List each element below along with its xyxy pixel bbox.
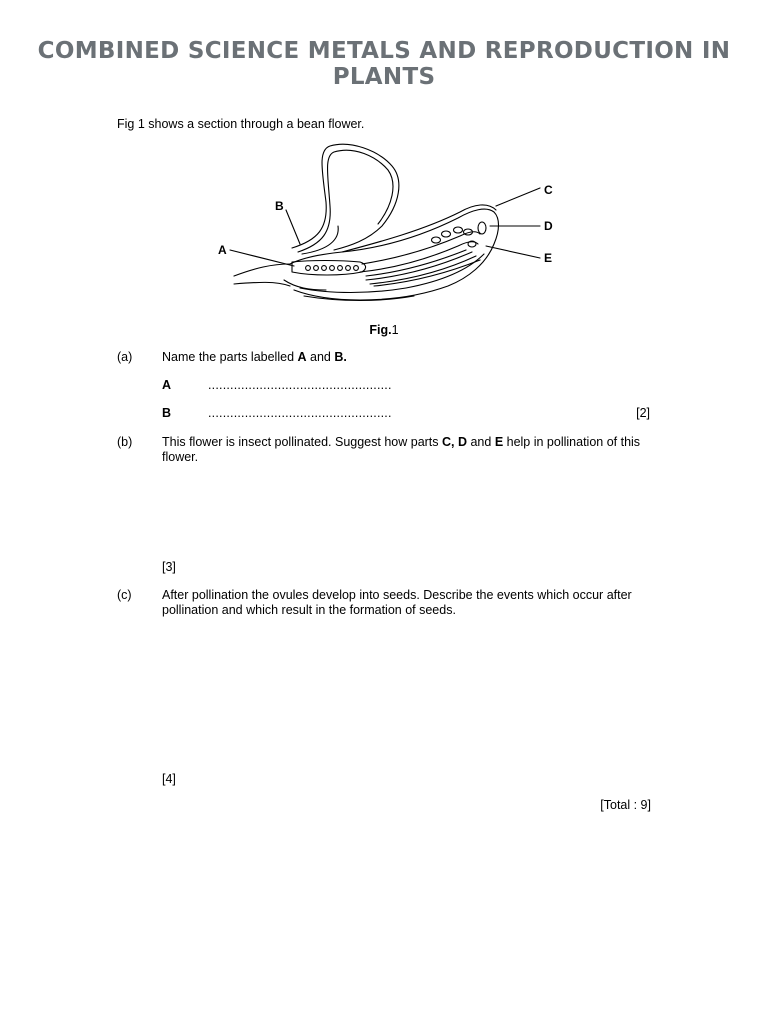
question-a-marks: [2] (636, 406, 650, 420)
question-b-label: (b) (117, 435, 133, 449)
page-title: COMBINED SCIENCE METALS AND REPRODUCTION IN PLANTS (37, 38, 731, 90)
label-d: D (544, 219, 553, 233)
stamens (366, 250, 466, 276)
label-a: A (218, 243, 227, 257)
flower-stalk (234, 264, 290, 276)
answer-a-line[interactable]: .................................................. (208, 378, 392, 392)
label-e: E (544, 251, 553, 265)
answer-b-label: B (162, 406, 172, 420)
question-a-text: Name the parts labelled A and B. (162, 350, 347, 364)
label-b: B (275, 199, 284, 213)
total-marks: [Total : 9] (600, 798, 651, 812)
question-a-label: (a) (117, 350, 133, 364)
question-c-text: After pollination the ovules develop into seeds. Describe the events which occur after pollination and which result in the formation of seeds. (162, 588, 632, 617)
bean-flower-diagram (210, 140, 570, 325)
question-b-marks: [3] (162, 560, 176, 574)
calyx (284, 280, 326, 290)
wing-petal (342, 205, 496, 252)
standard-petal (292, 144, 399, 250)
question-b-text: This flower is insect pollinated. Suggest how parts C, D and E help in pollination of this flower. (162, 435, 641, 464)
answer-b-line[interactable]: .................................................. (208, 406, 392, 420)
label-c: C (544, 183, 553, 197)
ovary (292, 261, 366, 276)
intro-text: Fig 1 shows a section through a bean flower. (117, 117, 365, 131)
answer-a-label: A (162, 378, 172, 392)
figure-caption: Fig.1 (369, 323, 399, 337)
question-c-marks: [4] (162, 772, 176, 786)
question-c-label: (c) (117, 588, 132, 602)
